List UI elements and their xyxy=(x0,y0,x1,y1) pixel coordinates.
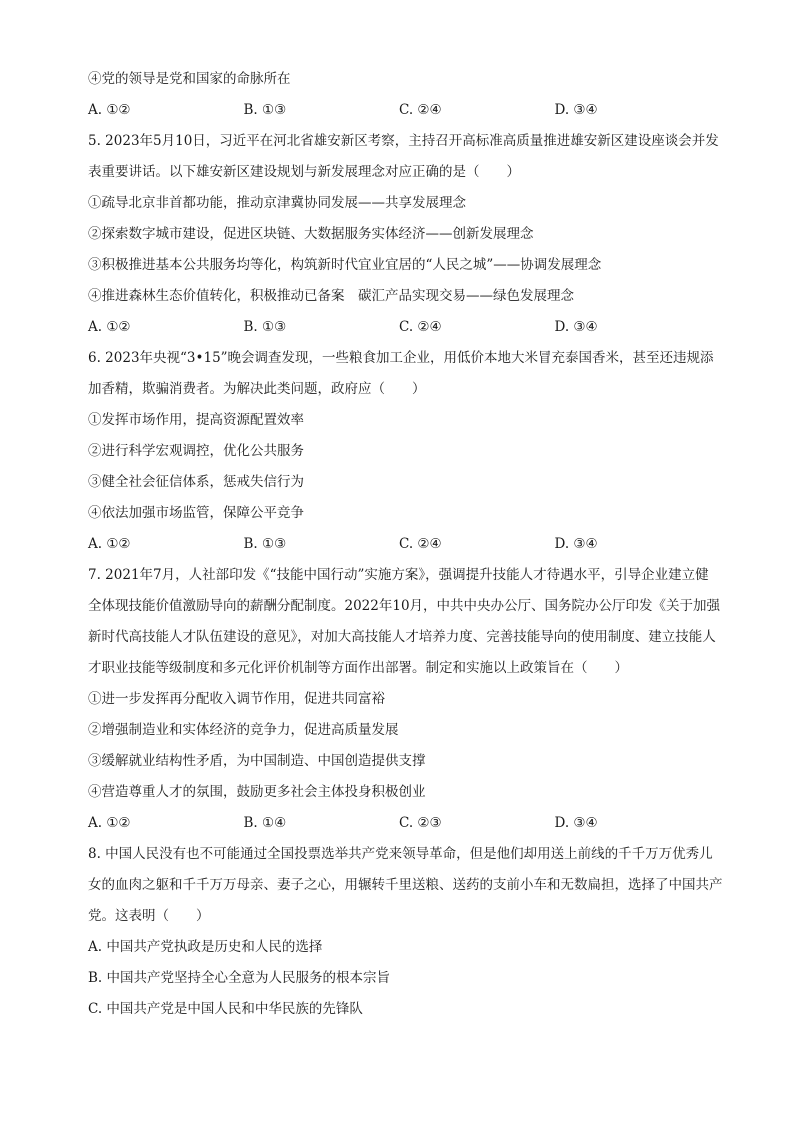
question-5 xyxy=(88,126,719,343)
question-4-tail xyxy=(88,64,710,126)
q5-option-d[interactable]: D. ③④ xyxy=(554,319,598,335)
q5-stem-line-2: 表重要讲话。以下雄安新区建设规划与新发展理念对应正确的是（ ） xyxy=(88,164,520,180)
q7-stem-line-2: 全体现技能价值激励导向的薪酬分配制度。2022年10月，中共中央办公厅、国务院办公厅印发《关于加强 xyxy=(88,598,721,614)
q8-stem-line-3: 党。这表明（ ） xyxy=(88,908,210,924)
q6-stem-line-2: 加香精，欺骗消费者。为解决此类问题，政府应（ ） xyxy=(88,381,426,397)
q5-options xyxy=(88,312,710,343)
q4-option-d[interactable]: D. ③④ xyxy=(554,102,598,118)
q7-item-2: ②增强制造业和实体经济的竞争力，促进高质量发展 xyxy=(88,722,399,738)
q5-option-b[interactable]: B. ①③ xyxy=(243,319,287,335)
q7-stem-line-4: 才职业技能等级制度和多元化评价机制等方面作出部署。制定和实施以上政策旨在（ ） xyxy=(88,660,628,676)
q6-item-1: ①发挥市场作用，提高资源配置效率 xyxy=(88,412,304,428)
q7-option-b[interactable]: B. ①④ xyxy=(243,815,287,831)
q5-item-1: ①疏导北京非首都功能，推动京津冀协同发展——共享发展理念 xyxy=(88,195,466,211)
q8-option-c[interactable]: C. 中国共产党是中国人民和中华民族的先锋队 xyxy=(88,1001,363,1017)
q6-stem-line-1: 6. 2023年央视“3•15”晚会调查发现，一些粮食加工企业，用低价本地大米冒充泰国香米，甚至还违规添 xyxy=(88,350,714,366)
question-6 xyxy=(88,343,714,560)
q5-option-a[interactable]: A. ①② xyxy=(88,319,131,335)
q4-options xyxy=(88,95,710,126)
q6-item-4: ④依法加强市场监管，保障公平竞争 xyxy=(88,505,304,521)
q6-option-d[interactable]: D. ③④ xyxy=(554,536,598,552)
q6-option-b[interactable]: B. ①③ xyxy=(243,536,287,552)
q7-item-1: ①进一步发挥再分配收入调节作用，促进共同富裕 xyxy=(88,691,385,707)
q6-item-2: ②进行科学宏观调控，优化公共服务 xyxy=(88,443,304,459)
q7-stem-line-1: 7. 2021年7月，人社部印发《“技能中国行动”实施方案》，强调提升技能人才待遇水平，引导企业建立健 xyxy=(88,567,709,583)
q8-stem-line-1: 8. 中国人民没有也不可能通过全国投票选举共产党来领导革命，但是他们却用送上前线的千千万万优秀儿 xyxy=(88,846,713,862)
question-7 xyxy=(88,560,721,839)
q6-option-a[interactable]: A. ①② xyxy=(88,536,131,552)
q6-options xyxy=(88,529,710,560)
q7-option-a[interactable]: A. ①② xyxy=(88,815,131,831)
q6-option-c[interactable]: C. ②④ xyxy=(399,536,442,552)
q8-option-a[interactable]: A. 中国共产党执政是历史和人民的选择 xyxy=(88,939,323,955)
q5-item-2: ②探索数字城市建设，促进区块链、大数据服务实体经济——创新发展理念 xyxy=(88,226,534,242)
q8-stem-line-2: 女的血肉之躯和千千万万母亲、妻子之心，用辗转千里送粮、送药的支前小车和无数扁担，选择了中国共产 xyxy=(88,877,723,893)
q4-option-c[interactable]: C. ②④ xyxy=(399,102,442,118)
q7-options xyxy=(88,808,710,839)
q6-item-3: ③健全社会征信体系，惩戒失信行为 xyxy=(88,474,304,490)
q7-option-c[interactable]: C. ②③ xyxy=(399,815,442,831)
q4-option-b[interactable]: B. ①③ xyxy=(243,102,287,118)
q7-option-d[interactable]: D. ③④ xyxy=(554,815,598,831)
q5-stem-line-1: 5. 2023年5月10日，习近平在河北省雄安新区考察，主持召开高标准高质量推进雄安新区建设座谈会并发 xyxy=(88,133,719,149)
q7-item-4: ④营造尊重人才的氛围，鼓励更多社会主体投身积极创业 xyxy=(88,784,426,800)
q4-item-4: ④党的领导是党和国家的命脉所在 xyxy=(88,71,291,87)
q5-option-c[interactable]: C. ②④ xyxy=(399,319,442,335)
q7-stem-line-3: 新时代高技能人才队伍建设的意见》，对加大高技能人才培养力度、完善技能导向的使用制度、建立技能人 xyxy=(88,629,716,645)
question-8 xyxy=(88,839,723,1025)
q5-item-4: ④推进森林生态价值转化，积极推动已备案 碳汇产品实现交易——绿色发展理念 xyxy=(88,288,574,304)
q8-option-b[interactable]: B. 中国共产党坚持全心全意为人民服务的根本宗旨 xyxy=(88,970,391,986)
q5-item-3: ③积极推进基本公共服务均等化，构筑新时代宜业宜居的“人民之城”——协调发展理念 xyxy=(88,257,602,273)
q4-option-a[interactable]: A. ①② xyxy=(88,102,131,118)
q7-item-3: ③缓解就业结构性矛盾，为中国制造、中国创造提供支撑 xyxy=(88,753,426,769)
